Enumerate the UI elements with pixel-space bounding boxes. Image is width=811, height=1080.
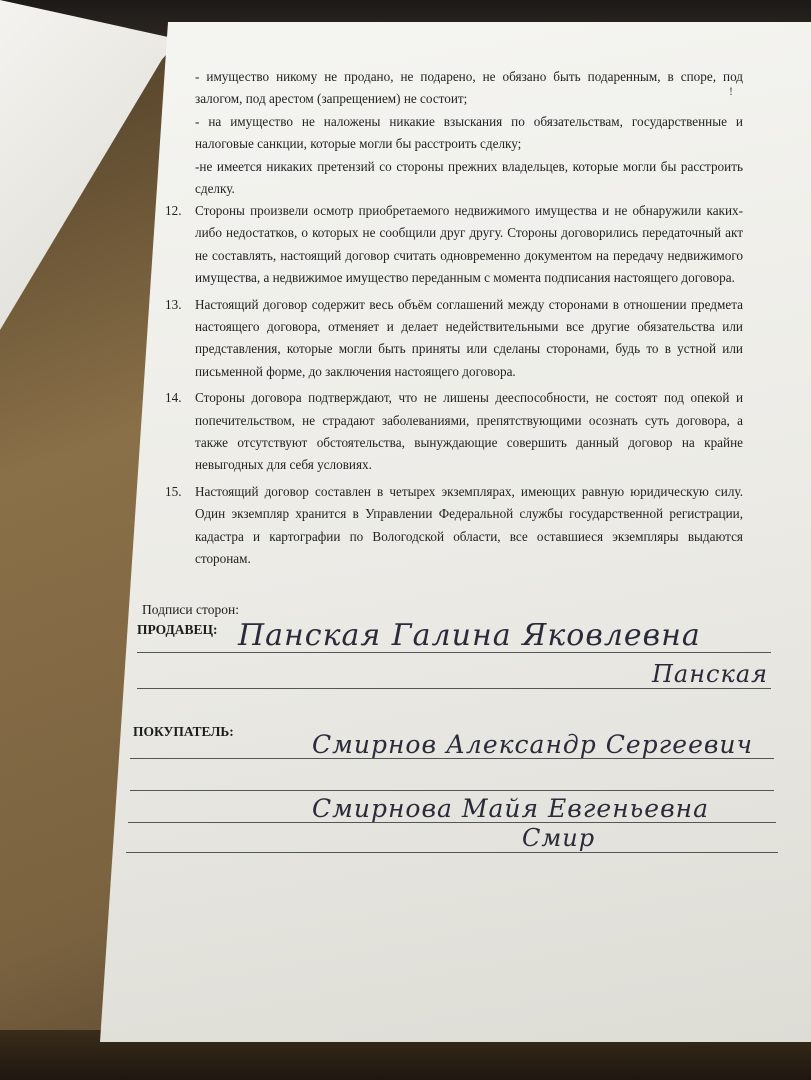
signature-line — [130, 758, 774, 759]
condition-item: -не имеется никаких претензий со стороны прежних владельцев, которые могли бы расстроить сделку. — [195, 158, 743, 197]
signatures-heading: Подписи сторон: — [142, 602, 239, 617]
signature-line — [137, 688, 771, 689]
buyer-2-signature: Смир — [522, 824, 596, 852]
signature-line — [126, 852, 778, 853]
clause-text: Настоящий договор составлен в четырех экземплярах, имеющих равную юридическую силу. Один экземпляр хранится в Управлении Федеральной службы государственной регистрации, кадастра и картографии по Вологодской области, все оставшиеся экземпляры выдаются сторонам. — [195, 483, 743, 567]
condition-item: - имущество никому не продано, не подарено, не обязано быть подаренным, в споре, под залогом, под арестом (запрещением) не состоит; — [195, 69, 743, 107]
clauses-list — [165, 200, 743, 571]
clause-number: 15. — [165, 483, 182, 499]
clause-text: Стороны договора подтверждают, что не лишены дееспособности, не состоят под опекой и попечительством, не страдают заболеваниями, препятствующими осознать суть договора, а также отсутствуют обстоятельства, вынуждающие совершить данный договор на крайне невыгодных для себя условиях. — [195, 390, 743, 473]
clause-text: Настоящий договор содержит весь объём соглашений между сторонами в отношении предмета настоящего договора, отменяет и делает недействительными все другие обязательства или представления, которые могли быть приняты или сделаны сторонами, будь то в устной или письменной форме, до заключения настоящего договора. — [195, 296, 743, 379]
seller-signature: Панская — [652, 660, 769, 688]
signature-line — [137, 652, 771, 653]
clause-number: 13. — [165, 296, 182, 312]
clause-12 — [165, 200, 743, 290]
seller-label: ПРОДАВЕЦ: — [137, 622, 218, 637]
margin-mark: ! — [729, 84, 733, 98]
condition-item: - на имущество не наложены никакие взыскания по обязательствам, государственные и налоговые санкции, которые могли бы расстроить сделку; — [195, 113, 743, 152]
signature-line — [128, 822, 776, 823]
clause-14 — [165, 387, 743, 477]
buyer-1-name-handwritten: Смирнов Александр Сергеевич — [312, 730, 754, 759]
conditions-list — [195, 66, 743, 200]
signature-line — [130, 790, 774, 791]
clause-text: Стороны произвели осмотр приобретаемого недвижимого имущества и не обнаружили каких-либо недостатков, о которых не сообщили друг другу. Стороны договорились передаточный акт не составлять, настоящий договор считать одновременно документом на передачу недвижимого имущества, а недвижимое имущество переданным с момента подписания настоящего договора. — [195, 203, 743, 286]
clause-13 — [165, 294, 743, 384]
clause-15 — [165, 481, 743, 571]
seller-name-handwritten: Панская Галина Яковлевна — [238, 618, 701, 653]
buyer-label: ПОКУПАТЕЛЬ: — [133, 724, 234, 739]
buyer-2-name-handwritten: Смирнова Майя Евгеньевна — [312, 794, 710, 823]
clause-number: 14. — [165, 390, 182, 406]
clause-number: 12. — [165, 203, 182, 218]
